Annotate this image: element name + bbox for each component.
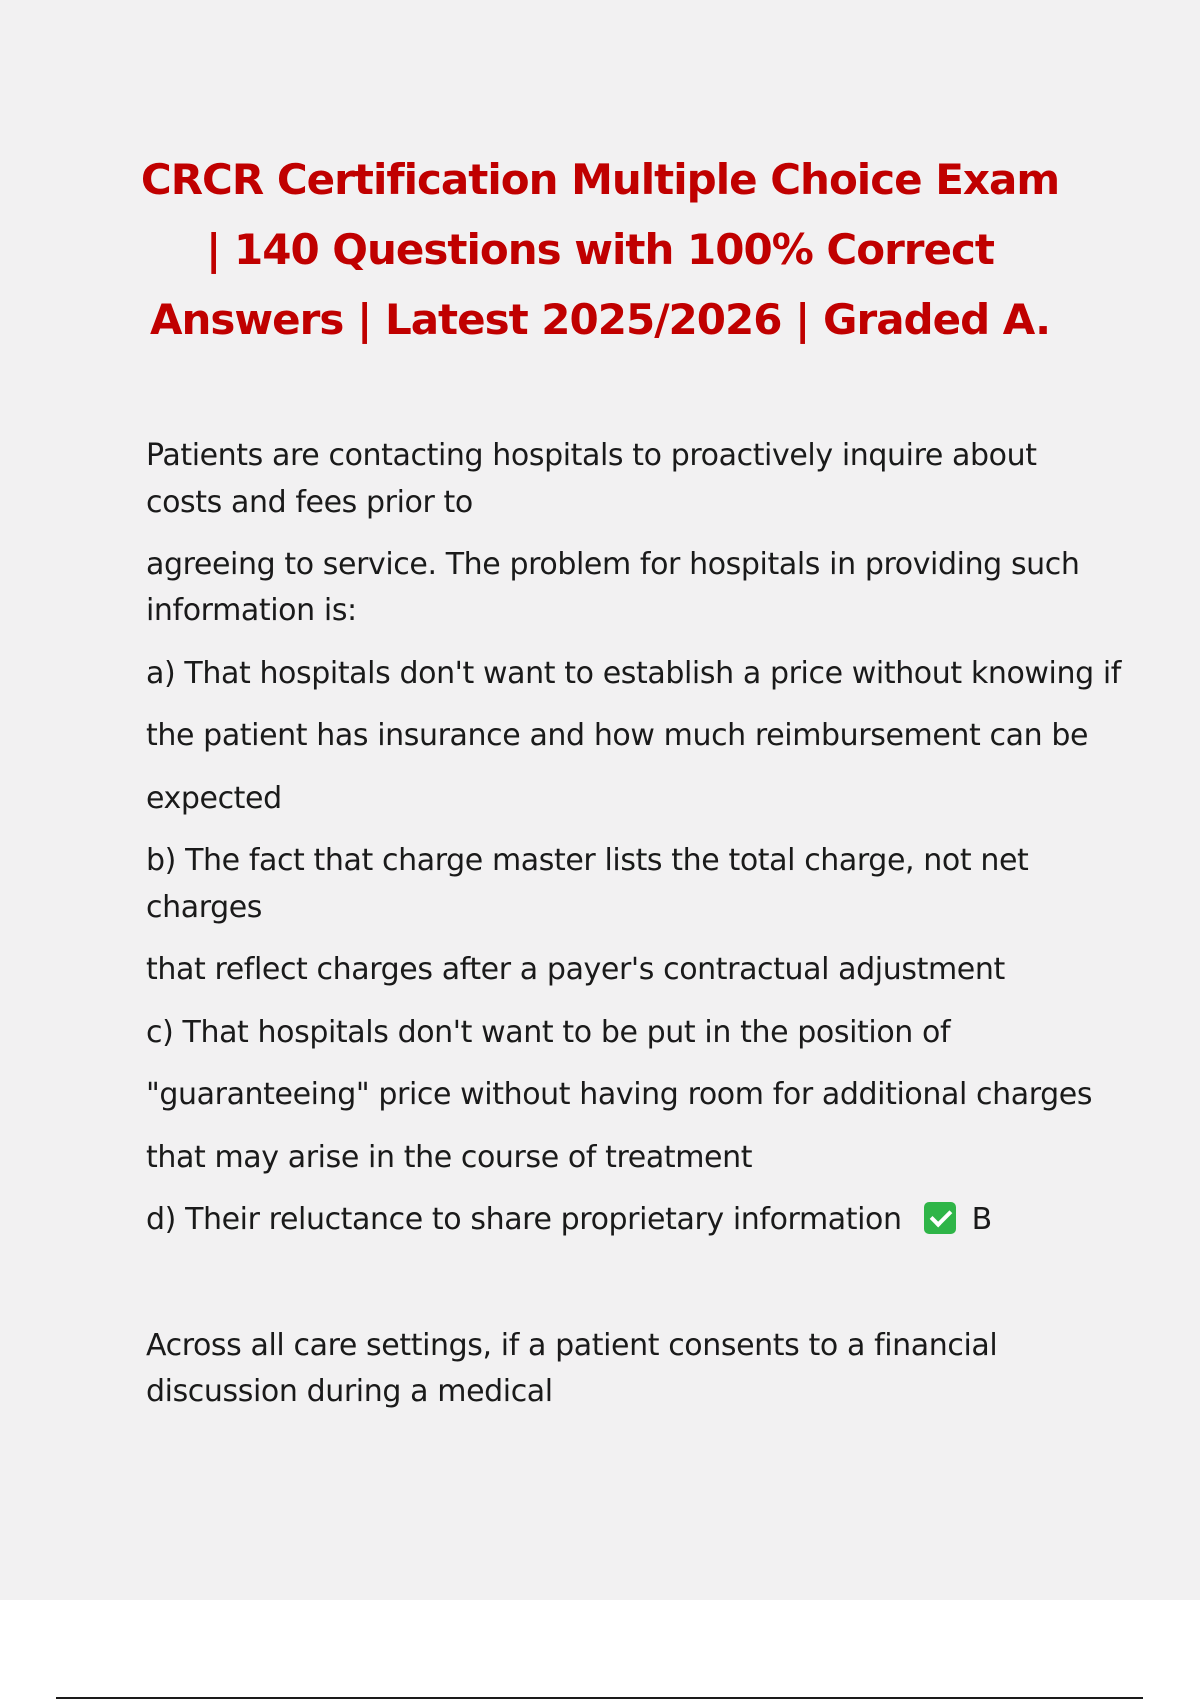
answer-letter: B: [971, 1202, 992, 1237]
question-2-stem-line-1: Across all care settings, if a patient consents to a financial: [146, 1328, 998, 1363]
title-line-3: Answers | Latest 2025/2026 | Graded A.: [149, 295, 1051, 344]
option-b-line-3: that reflect charges after a payer's contractual adjustment: [146, 952, 1005, 987]
option-c-line-2: "guaranteeing" price without having room for additional charges: [146, 1077, 1093, 1112]
option-a-line-1: a) That hospitals don't want to establish a price without knowing if: [146, 656, 1121, 691]
check-mark-icon: [924, 1202, 956, 1234]
option-b-line-1: b) The fact that charge master lists the total charge, not net: [146, 843, 1029, 878]
question-1-stem-line-3: agreeing to service. The problem for hospitals in providing such: [146, 547, 1080, 582]
option-a-line-2: the patient has insurance and how much reimbursement can be: [146, 718, 1089, 753]
question-2-stem-line-2: discussion during a medical: [146, 1374, 553, 1409]
question-1-stem-line-1: Patients are contacting hospitals to proactively inquire about: [146, 438, 1037, 473]
question-1-stem-line-2: costs and fees prior to: [146, 485, 473, 520]
title-line-2: | 140 Questions with 100% Correct: [206, 225, 994, 274]
option-c-line-1: c) That hospitals don't want to be put in the position of: [146, 1015, 951, 1050]
document-title: [120, 145, 1080, 355]
option-d-line: [146, 1200, 992, 1240]
question-1-stem-line-4: information is:: [146, 593, 357, 628]
option-d-text: d) Their reluctance to share proprietary information: [146, 1202, 902, 1237]
title-line-1: CRCR Certification Multiple Choice Exam: [140, 155, 1060, 204]
footer-divider: [56, 1697, 1143, 1699]
option-c-line-3: that may arise in the course of treatment: [146, 1140, 753, 1175]
option-a-line-3: expected: [146, 781, 282, 816]
option-b-line-2: charges: [146, 890, 263, 925]
